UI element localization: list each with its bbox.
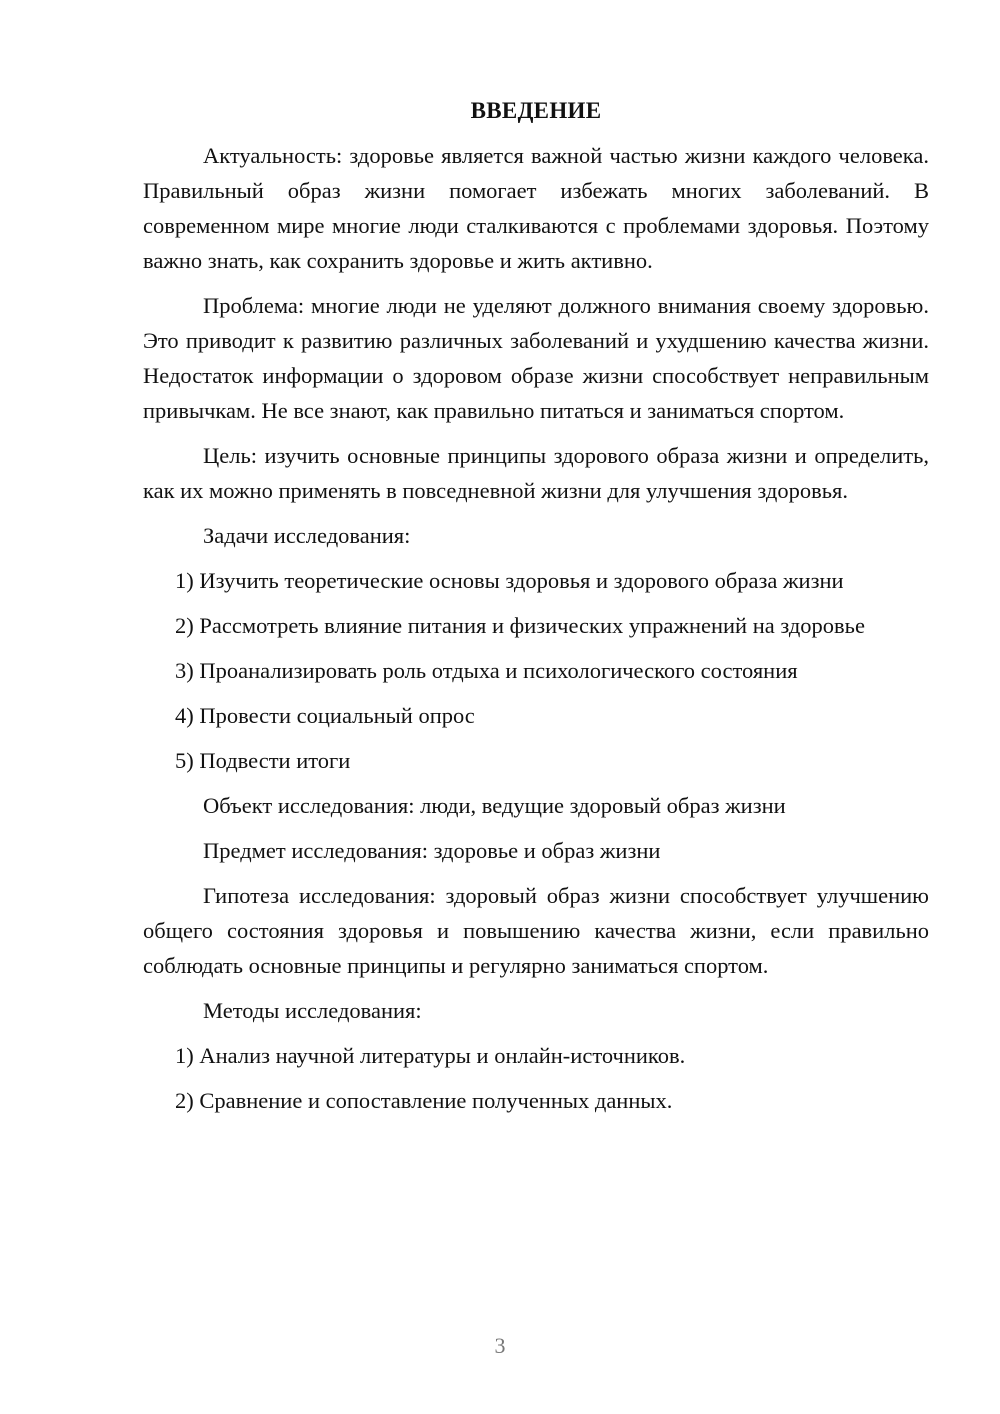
page-number: 3: [494, 1333, 506, 1358]
subject-line: Предмет исследования: здоровье и образ жизни: [203, 838, 661, 863]
goal-paragraph: Цель: изучить основные принципы здорового образа жизни и определить, как их можно применять в повседневной жизни для улучшения здоровья.: [143, 443, 929, 503]
object-line: Объект исследования: люди, ведущие здоровый образ жизни: [203, 793, 786, 818]
task-item-5: 5) Подвести итоги: [175, 748, 351, 773]
relevance-paragraph: Актуальность: здоровье является важной частью жизни каждого человека. Правильный образ жизни помогает избежать многих заболеваний. В современном мире многие люди сталкиваются с проблемами здоровья. Поэтому важно знать, как сохранить здоровье и жить активно.: [143, 143, 929, 273]
hypothesis-paragraph: Гипотеза исследования: здоровый образ жизни способствует улучшению общего состояния здоровья и повышению качества жизни, если правильно соблюдать основные принципы и регулярно заниматься спортом.: [143, 883, 929, 978]
task-item-2: 2) Рассмотреть влияние питания и физических упражнений на здоровье: [175, 613, 865, 638]
document-page: [143, 96, 929, 1128]
problem-paragraph: Проблема: многие люди не уделяют должного внимания своему здоровью. Это приводит к развитию различных заболеваний и ухудшению качества жизни. Недостаток информации о здоровом образе жизни способствует неправильным привычкам. Не все знают, как правильно питаться и заниматься спортом.: [143, 293, 929, 423]
task-item-1: 1) Изучить теоретические основы здоровья и здорового образа жизни: [175, 568, 844, 593]
task-item-3: 3) Проанализировать роль отдыха и психологического состояния: [175, 658, 798, 683]
methods-heading: Методы исследования:: [203, 998, 422, 1023]
tasks-heading: Задачи исследования:: [203, 523, 411, 548]
method-item-2: 2) Сравнение и сопоставление полученных данных.: [175, 1088, 673, 1113]
method-item-1: 1) Анализ научной литературы и онлайн-источников.: [175, 1043, 686, 1068]
task-item-4: 4) Провести социальный опрос: [175, 703, 475, 728]
page-title: ВВЕДЕНИЕ: [470, 98, 602, 123]
